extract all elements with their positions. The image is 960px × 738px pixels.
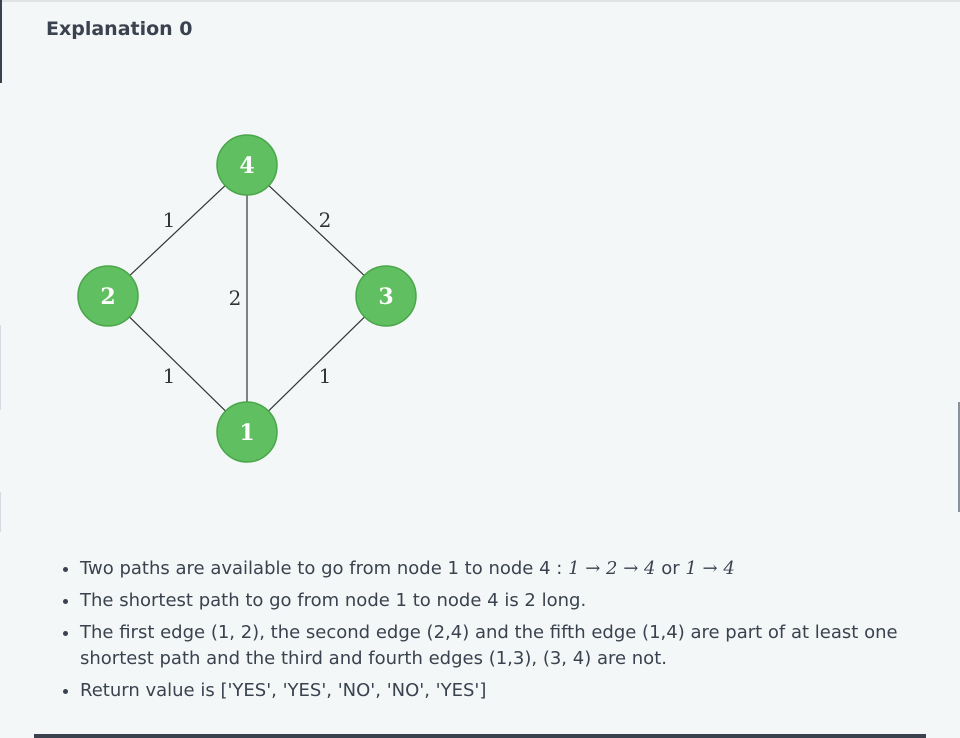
bottom-divider: [34, 734, 926, 738]
edge-weight-label: 1: [162, 364, 176, 388]
edge-weight-label: 1: [318, 364, 332, 388]
edges-layer: [129, 186, 364, 411]
edge-2-1: [129, 317, 225, 411]
edge-4-3: [269, 186, 364, 276]
node-label: 1: [239, 420, 255, 446]
list-item: • Return value is ['YES', 'YES', 'NO', 'NO', 'YES']: [80, 678, 900, 704]
edge-weight-label: 2: [318, 208, 332, 232]
paths-text: Two paths are available to go from node 1 to node 4 :: [80, 558, 569, 579]
or-text: or: [655, 558, 686, 579]
section-title: Explanation 0: [46, 18, 193, 40]
list-item: [80, 556, 900, 582]
explanation-list: [56, 556, 900, 710]
path-formula: 1 → 2 → 4: [568, 558, 656, 579]
node-label: 2: [100, 284, 116, 310]
list-item: • The shortest path to go from node 1 to node 4 is 2 long.: [80, 588, 900, 614]
edge-2-4: [130, 186, 225, 276]
node-label: 3: [378, 284, 394, 310]
edge-3-1: [268, 317, 364, 411]
node-label: 4: [239, 153, 255, 179]
edge-weight-label: 2: [228, 286, 242, 310]
path-formula: 1 → 4: [685, 558, 735, 579]
list-item: • The first edge (1, 2), the second edge (2,4) and the fifth edge (1,4) are part of at least one shortest path and the third and fourth edges (1,3), (3, 4) are not.: [80, 620, 900, 672]
edge-weight-label: 1: [162, 208, 176, 232]
